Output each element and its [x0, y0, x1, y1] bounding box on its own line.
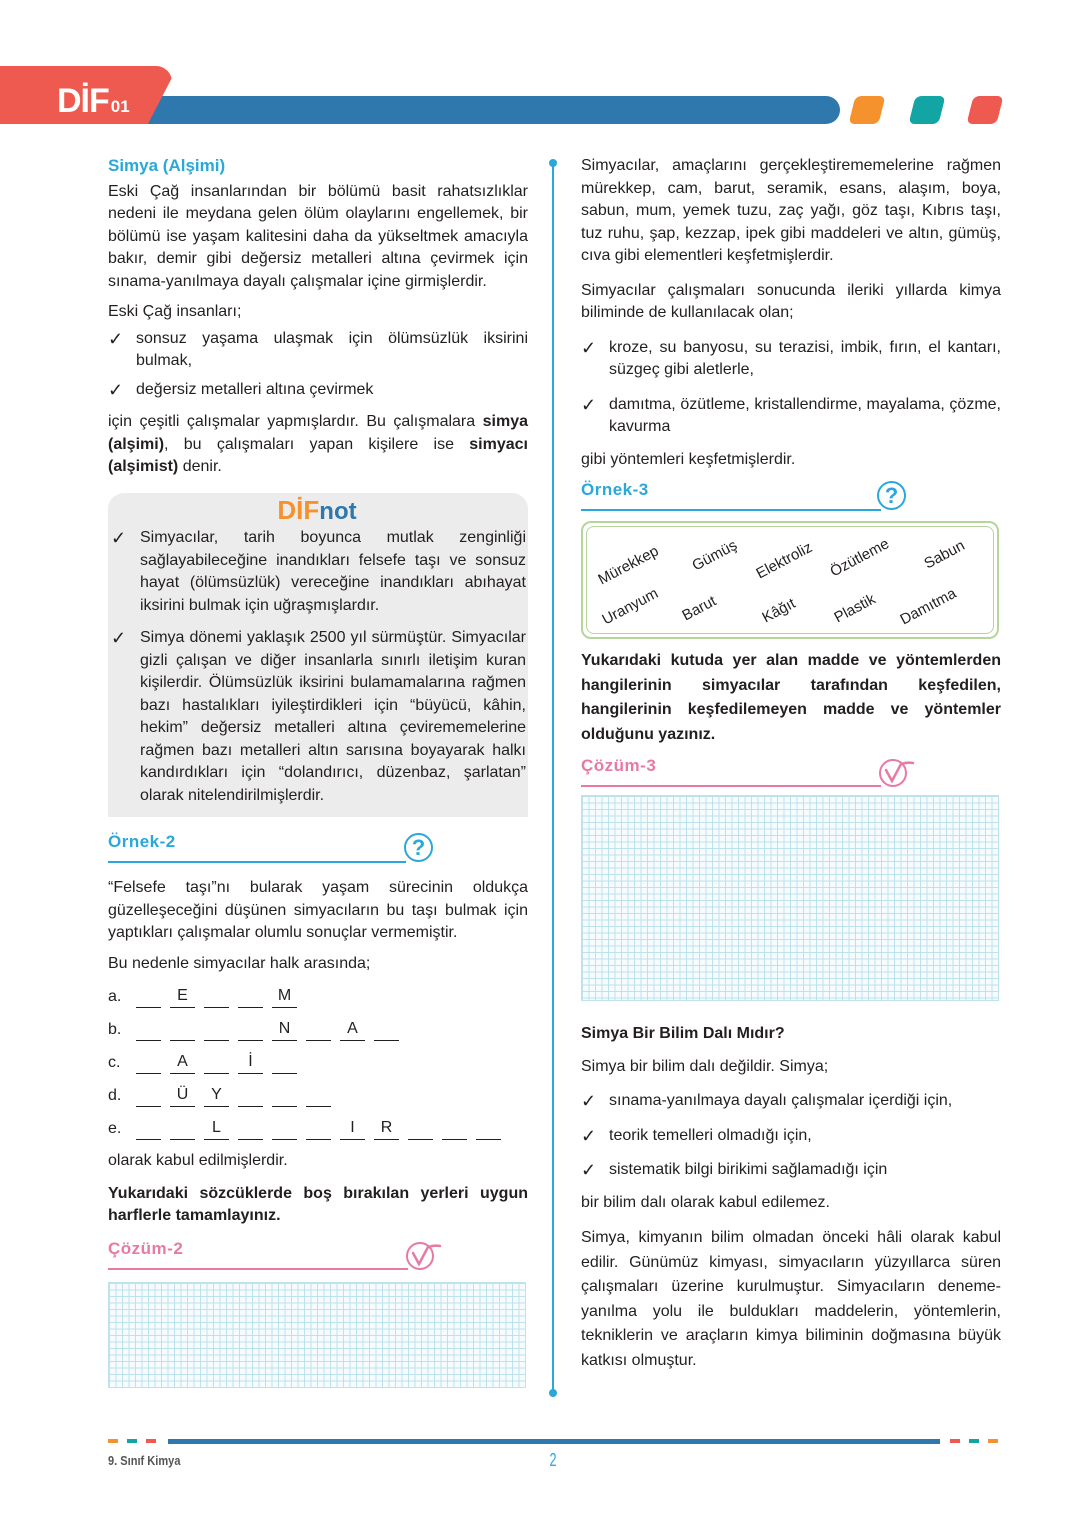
fill-in-word-row [108, 975, 528, 1008]
list-item-text: Simya dönemi yaklaşık 2500 yıl sürmüştür. Simyacılar gizli çalışan ve diğer insanlarla sınırlı iletişim kuran kişilerdir. Ölümsüzlük iksirini bulamamalarına rağmen bazı hastalıkları iyileştirdikleri için “büyücü, kâhin, hekim” değersiz metalleri altına çevirememelerine rağmen bazı metalleri altın sarısına boyayarak halkı kandırdıkları için “dolandırıcı, düzenbaz, şarlatan” olarak nitelendirilmişlerdir. [140, 629, 526, 804]
difnot-list [108, 527, 526, 807]
fill-in-word-row [108, 1041, 528, 1074]
example-2-paragraph: “Felsefe taşı”nı bularak yaşam sürecinin oldukça güzelleşeceğini düşünen simyacıların bu taşı bulmak için yaptıkları çalışmalar olumlu sonuçlar vermemiştir. [108, 879, 528, 941]
blank-letter-slot[interactable] [238, 986, 263, 1008]
given-letter-slot: A [340, 1019, 365, 1041]
list-item-text: değersiz metalleri altına çevirmek [136, 380, 374, 398]
solution-label: Çözüm-2 [108, 1238, 184, 1258]
check-icon: ✓ [111, 628, 127, 648]
given-letter-slot: Y [204, 1085, 229, 1107]
check-icon: ✓ [581, 1091, 597, 1111]
page-number: 2 [549, 1450, 557, 1470]
example-2-header [108, 831, 528, 865]
example-underline [108, 861, 406, 863]
given-letter-slot: N [272, 1019, 297, 1041]
list-item-text: damıtma, özütleme, kristallendirme, mayalama, çözme, kavurma [609, 395, 1001, 435]
list-item [108, 627, 526, 807]
example-2-lead-in: Bu nedenle simyacılar halk arasında; [108, 954, 371, 972]
unit-number: 01 [110, 97, 130, 116]
list-item [581, 1159, 1001, 1182]
text: denir. [178, 458, 222, 475]
goals-list [108, 328, 528, 402]
blank-letter-slot[interactable] [136, 1052, 161, 1074]
word: Mürekkep [595, 542, 662, 589]
column-divider [552, 163, 554, 1393]
blank-letter-slot[interactable] [204, 1019, 229, 1041]
methods-after: gibi yöntemleri keşfetmişlerdir. [581, 450, 796, 468]
reasons-list [581, 1090, 1001, 1182]
blank-letter-slot[interactable] [306, 1118, 331, 1140]
check-icon: ✓ [581, 394, 597, 415]
word: Uranyum [599, 584, 662, 629]
header-pill-orange [849, 96, 886, 124]
check-icon: ✓ [581, 1125, 597, 1146]
difnot-box [108, 493, 528, 818]
section-title: Simya (Alşimi) [108, 156, 226, 175]
blank-letter-slot[interactable] [442, 1118, 467, 1140]
solution-underline [581, 785, 881, 787]
check-icon: ✓ [581, 337, 597, 358]
list-item [581, 1090, 1001, 1113]
book-title: 9. Sınıf Kimya [108, 1453, 181, 1468]
list-item [108, 379, 528, 402]
blank-letter-slot[interactable] [306, 1019, 331, 1041]
given-letter-slot: L [204, 1118, 229, 1140]
check-icon: ✓ [108, 328, 124, 349]
science-after: bir bilim dalı olarak kabul edilemez. [581, 1193, 830, 1211]
footer-dash-teal [969, 1439, 979, 1443]
text: için çeşitli çalışmalar yapmışlardır. Bu çalışmalara [108, 413, 483, 430]
solution-2-answer-area[interactable] [108, 1282, 526, 1388]
blank-letter-slot[interactable] [374, 1019, 399, 1041]
solution-3-header [581, 755, 1001, 789]
science-section-title: Simya Bir Bilim Dalı Mıdır? [581, 1025, 785, 1042]
question-icon: ? [404, 833, 433, 862]
blank-letter-slot[interactable] [306, 1085, 331, 1107]
difnot-title [108, 494, 526, 525]
solution-underline [108, 1268, 408, 1270]
given-letter-slot: M [272, 986, 297, 1008]
blank-letter-slot[interactable] [238, 1019, 263, 1041]
example-underline [581, 509, 881, 511]
header-pill-teal [909, 96, 946, 124]
blank-letter-slot[interactable] [238, 1118, 263, 1140]
blank-letter-slot[interactable] [170, 1019, 195, 1041]
intro-paragraph: Eski Çağ insanlarından bir bölümü basit rahatsızlıklar nedeni ile meydana gelen ölüm olaylarını engellemek, bir bölümü ise yaşam kalitesini daha da yükseltmek amacıyla bakır, demir gibi değersiz metalleri altına çevirmek için sınama-yanılmaya dayalı çalışmalar içine girmişlerdir. [108, 182, 528, 290]
example-3-question: Yukarıdaki kutuda yer alan madde ve yöntemlerden hangilerinin simyacılar tarafından keşfedilen, hangilerinin keşfedilemeyen madde ve yöntemler olduğunu yazınız. [581, 652, 1001, 743]
header-pill-red [967, 96, 1004, 124]
list-item-text: teorik temelleri olmadığı için, [609, 1126, 812, 1144]
word: Elektroliz [753, 538, 816, 583]
given-letter-slot: A [170, 1052, 195, 1074]
footer-dash-orange [988, 1439, 998, 1443]
word: Özütleme [827, 535, 893, 581]
check-circle-icon [404, 1238, 444, 1272]
check-icon: ✓ [581, 1160, 597, 1180]
blank-letter-slot[interactable] [136, 1085, 161, 1107]
blank-letter-slot[interactable] [408, 1118, 433, 1140]
word: Damıtma [897, 584, 960, 629]
discoveries-list [581, 337, 1001, 439]
list-item-text: kroze, su banyosu, su terazisi, imbik, fırın, el kantarı, süzgeç gibi aletlerle, [609, 338, 1001, 378]
row-letter: d. [108, 1086, 122, 1104]
row-letter: a. [108, 987, 122, 1005]
logo-text: DİF [57, 82, 109, 120]
left-column [108, 155, 528, 1388]
question-icon: ? [877, 481, 906, 510]
solution-label: Çözüm-3 [581, 756, 657, 775]
science-lead-in: Simya bir bilim dalı değildir. Simya; [581, 1057, 829, 1075]
difnot-suffix: not [319, 497, 357, 525]
list-item [108, 527, 526, 617]
given-letter-slot: E [170, 986, 195, 1008]
blank-letter-slot[interactable] [272, 1085, 297, 1107]
solution-2-header [108, 1238, 528, 1272]
fill-in-word-row [108, 1008, 528, 1041]
tools-lead-in: Simyacılar çalışmaları sonucunda ileriki yıllarda kimya biliminde de kullanılacak olan; [581, 281, 1001, 321]
example-3-header [581, 479, 1001, 513]
check-icon: ✓ [111, 528, 127, 548]
solution-3-answer-area[interactable] [581, 795, 999, 1001]
text: , bu çalışmaları yapan kişilere ise [164, 435, 470, 453]
given-letter-slot: R [374, 1118, 399, 1140]
word: Kâğıt [759, 594, 799, 627]
blank-letter-slot[interactable] [136, 986, 161, 1008]
list-item [581, 337, 1001, 382]
list-item-text: sistematik bilgi birikimi sağlamadığı için [609, 1161, 888, 1178]
given-letter-slot: Ü [170, 1085, 195, 1107]
discoveries-paragraph: Simyacılar, amaçlarını gerçekleştirememelerine rağmen mürekkep, cam, barut, seramik, esans, alaşım, boya, sabun, mum, yemek tuzu, zaç yağı, göz taşı, Kıbrıs taşı, tuz ruhu, şap, kezzap, ipek gibi maddeleri ve altın, gümüş, cıva gibi elementleri keşfetmişlerdir. [581, 157, 1001, 264]
example-2-question: Yukarıdaki sözcüklerde boş bırakılan yerleri uygun harflerle tamamlayınız. [108, 1184, 528, 1224]
example-label: Örnek-2 [108, 832, 176, 851]
word: Gümüş [689, 536, 741, 575]
footer-bar [168, 1439, 940, 1444]
term-simyaci: simyacı (alşimist) [108, 435, 528, 475]
word-box [581, 521, 999, 639]
science-closing: Simya, kimyanın bilim olmadan önceki hâli olarak kabul edilir. Günümüz kimyası, simyacıların yüzyıllarca süren çalışmaları üzerine kurulmuştur. Simyacıların deneme-yanılma yolu ile buldukları maddelerin, yöntemlerin, tekniklerin ve araçların kimya biliminin doğmasına büyük katkısı olmuştur. [581, 1229, 1001, 1369]
right-column [581, 155, 1001, 1381]
example-2-after: olarak kabul edilmişlerdir. [108, 1152, 288, 1169]
footer-dash-orange [108, 1439, 118, 1443]
list-item-text: Simyacılar, tarih boyunca mutlak zenginliği sağlayabileceğine inandıkları felsefe taşı ve sonsuz hayat (ölümsüzlük) vereceğine inandıkları abıhayat iksirini bulmak için uğraşmışlardır. [140, 529, 526, 614]
footer-dash-red [950, 1439, 960, 1443]
fill-in-word-row [108, 1107, 528, 1140]
list-item [108, 328, 528, 373]
list-item-text: sonsuz yaşama ulaşmak için ölümsüzlük iksirini bulmak, [136, 329, 528, 369]
blank-letter-slot[interactable] [170, 1118, 195, 1140]
blank-letter-slot[interactable] [272, 1118, 297, 1140]
conclusion-paragraph [108, 411, 528, 479]
check-icon: ✓ [108, 379, 124, 400]
term-simya: simya (alşimi) [108, 413, 528, 453]
blank-letter-slot[interactable] [136, 1019, 161, 1041]
blank-letter-slot[interactable] [238, 1085, 263, 1107]
given-letter-slot: İ [238, 1052, 263, 1074]
header-bar [140, 96, 840, 124]
unit-logo [57, 82, 130, 121]
footer-dash-red [146, 1439, 156, 1443]
given-letter-slot: I [340, 1118, 365, 1140]
blank-letter-slot[interactable] [136, 1118, 161, 1140]
blank-letter-slot[interactable] [204, 1052, 229, 1074]
list-item [581, 1125, 1001, 1148]
list-item-text: sınama-yanılmaya dayalı çalışmalar içerdiği için, [609, 1092, 953, 1109]
blank-letter-slot[interactable] [272, 1052, 297, 1074]
word: Sabun [921, 537, 968, 573]
list-item [581, 394, 1001, 439]
blank-letter-slot[interactable] [476, 1118, 501, 1140]
word: Plastik [831, 590, 879, 627]
difnot-brand: DİF [277, 494, 320, 525]
footer-dash-teal [127, 1439, 137, 1443]
word: Barut [679, 592, 720, 625]
row-letter: b. [108, 1020, 122, 1038]
row-letter: c. [108, 1053, 121, 1071]
blank-letter-slot[interactable] [204, 986, 229, 1008]
check-circle-icon [877, 755, 917, 789]
example-label: Örnek-3 [581, 480, 649, 499]
lead-in: Eski Çağ insanları; [108, 303, 242, 320]
fill-in-word-row [108, 1074, 528, 1107]
fill-in-words [108, 975, 528, 1140]
row-letter: e. [108, 1119, 122, 1137]
